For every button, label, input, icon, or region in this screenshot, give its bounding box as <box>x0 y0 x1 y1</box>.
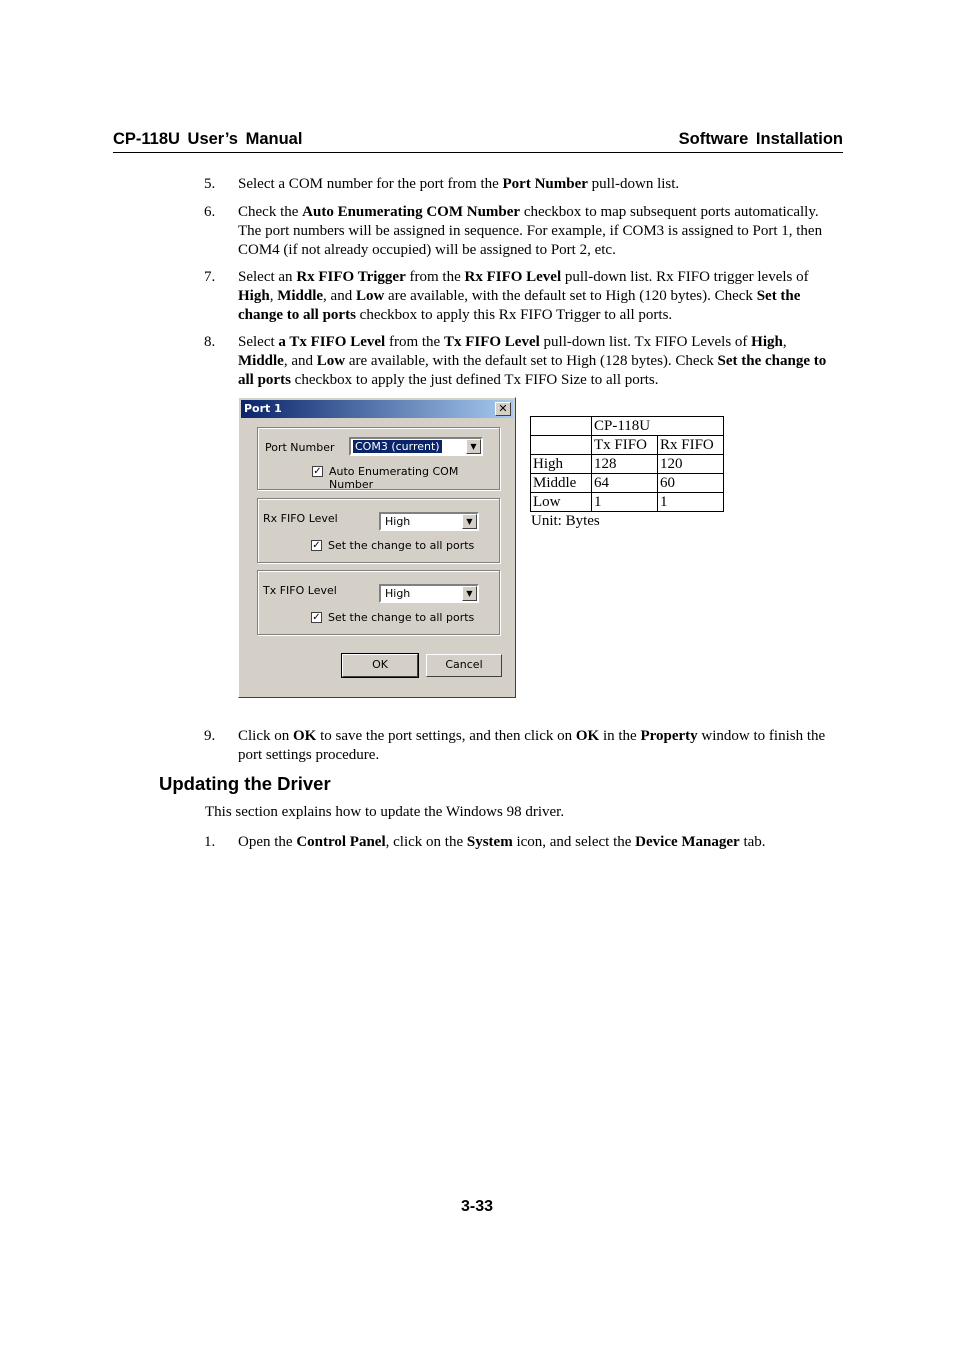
header-manual-title: CP-118U User’s Manual <box>113 130 303 148</box>
rx-fifo-value: High <box>385 515 411 528</box>
tx-fifo-dropdown[interactable] <box>379 584 479 603</box>
table-col-header: Tx FIFO <box>592 436 658 455</box>
table-cell-tx: 1 <box>592 493 658 512</box>
tx-fifo-group <box>257 570 500 635</box>
chevron-down-icon[interactable]: ▼ <box>462 514 477 529</box>
step-number: 1. <box>204 834 216 850</box>
close-icon: ✕ <box>498 402 508 415</box>
table-cell-level: Low <box>531 493 592 512</box>
auto-enum-checkbox[interactable] <box>312 466 323 477</box>
rx-apply-all-label: Set the change to all ports <box>328 539 475 552</box>
chevron-down-icon[interactable]: ▼ <box>466 439 481 454</box>
table-row <box>531 474 724 493</box>
port-number-dropdown[interactable] <box>349 437 483 456</box>
dialog-title: Port 1 <box>244 402 282 415</box>
tx-apply-all-label: Set the change to all ports <box>328 611 475 624</box>
section-heading: Updating the Driver <box>159 773 331 794</box>
step-number: 9. <box>204 728 216 744</box>
table-cell-level: Middle <box>531 474 592 493</box>
table-cell-rx: 1 <box>658 493 724 512</box>
step-text: Select a COM number for the port from the Port Number pull-down list. <box>238 176 680 192</box>
step-text: Select a Tx FIFO Level from the Tx FIFO Level pull-down list. Tx FIFO Levels of High, Middle, and Low are available, with the default set to High (128 bytes). Check Set the change to all ports checkbox to apply the just defined Tx FIFO Size to all ports. <box>238 334 827 388</box>
table-cell-tx: 128 <box>592 455 658 474</box>
table-row <box>531 493 724 512</box>
checkmark-icon: ✓ <box>313 466 322 477</box>
table-col-header: Rx FIFO <box>658 436 724 455</box>
table-row <box>531 417 724 436</box>
auto-enum-label: Auto Enumerating COM Number <box>329 465 459 491</box>
step-number: 5. <box>204 176 216 192</box>
step-number: 8. <box>204 334 216 350</box>
port-settings-dialog <box>238 397 516 698</box>
table-cell-level: High <box>531 455 592 474</box>
checkmark-icon: ✓ <box>312 612 321 623</box>
step-number: 7. <box>204 269 216 285</box>
page-number: 3-33 <box>460 1198 494 1215</box>
step-text: Open the Control Panel, click on the System icon, and select the Device Manager tab. <box>238 834 766 850</box>
checkmark-icon: ✓ <box>312 540 321 551</box>
table-cell-tx: 64 <box>592 474 658 493</box>
step-text: Select an Rx FIFO Trigger from the Rx FIFO Level pull-down list. Rx FIFO trigger levels of High, Middle, and Low are available, with the default set to High (120 bytes). Check Set the change to all ports checkbox to apply this Rx FIFO Trigger to all ports. <box>238 269 809 323</box>
step-number: 6. <box>204 204 216 220</box>
step-text: Click on OK to save the port settings, and then click on OK in the Property window to finish the port settings procedure. <box>238 728 826 763</box>
table-unit-note: Unit: Bytes <box>531 513 600 529</box>
chevron-down-icon[interactable]: ▼ <box>462 586 477 601</box>
section-intro: This section explains how to update the Windows 98 driver. <box>205 804 565 820</box>
ok-button[interactable]: OK <box>342 654 418 677</box>
table-cell-rx: 120 <box>658 455 724 474</box>
table-cell <box>531 436 592 455</box>
rx-apply-all-checkbox[interactable] <box>311 540 322 551</box>
tx-fifo-value: High <box>385 587 411 600</box>
table-product-header: CP-118U <box>592 417 724 436</box>
step-text: Check the Auto Enumerating COM Number checkbox to map subsequent ports automatically. The port numbers will be assigned in sequence. For example, if COM3 is assigned to Port 1, then COM4 (if not already occupied) will be assigned to Port 2, etc. <box>238 204 823 258</box>
rx-fifo-dropdown[interactable] <box>379 512 479 531</box>
cancel-button[interactable]: Cancel <box>426 654 502 677</box>
rx-fifo-group <box>257 498 500 563</box>
table-cell-rx: 60 <box>658 474 724 493</box>
dialog-titlebar[interactable] <box>241 400 513 418</box>
table-row <box>531 436 724 455</box>
running-header <box>113 130 843 153</box>
port-number-label: Port Number <box>265 441 335 454</box>
tx-apply-all-checkbox[interactable] <box>311 612 322 623</box>
port-number-group <box>257 427 500 490</box>
close-button[interactable] <box>495 402 511 416</box>
table-row <box>531 455 724 474</box>
header-chapter-title: Software Installation <box>678 130 843 148</box>
fifo-table <box>530 416 724 512</box>
tx-fifo-label: Tx FIFO Level <box>263 584 337 597</box>
port-number-value: COM3 (current) <box>355 440 440 453</box>
rx-fifo-label: Rx FIFO Level <box>263 512 338 525</box>
table-cell <box>531 417 592 436</box>
